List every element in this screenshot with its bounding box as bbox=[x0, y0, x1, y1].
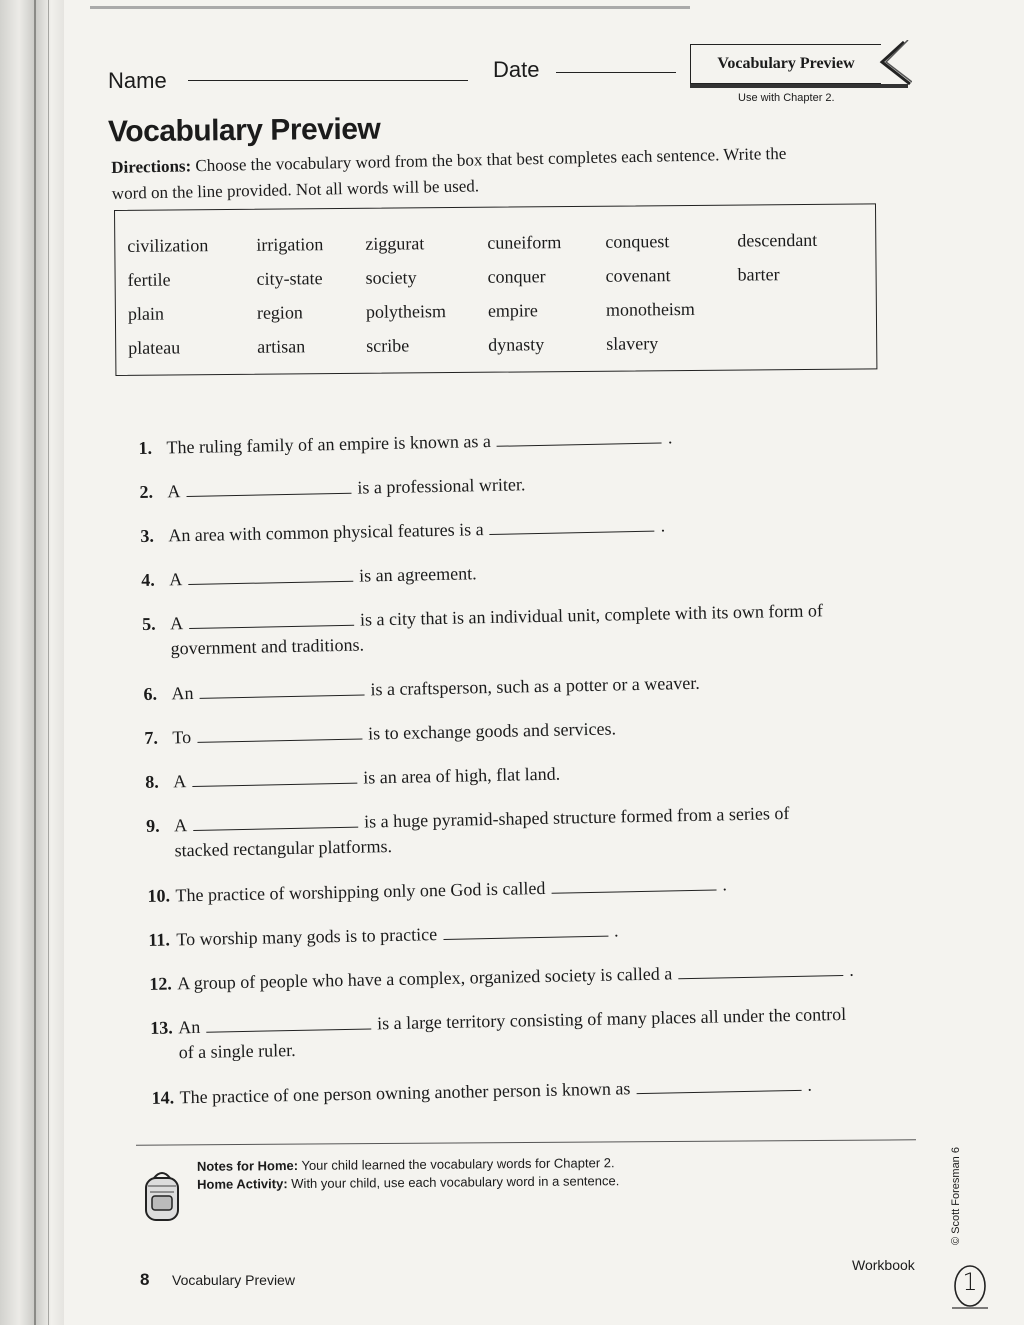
question-number: 1. bbox=[138, 437, 153, 458]
question-text: A bbox=[167, 481, 181, 502]
word-column-2 bbox=[256, 227, 324, 364]
question-text: . bbox=[613, 920, 619, 941]
header-tab-title: Vocabulary Preview bbox=[717, 55, 855, 72]
word: barter bbox=[737, 264, 780, 285]
notes-home-label: Notes for Home: bbox=[196, 1157, 299, 1174]
word-column-5 bbox=[605, 224, 695, 361]
question-text: is a large territory consisting of many places all under the control bbox=[376, 1003, 847, 1034]
question-number: 6. bbox=[143, 683, 158, 704]
header-tab bbox=[690, 44, 881, 84]
tab-underline bbox=[690, 84, 908, 88]
word: ziggurat bbox=[365, 233, 425, 254]
answer-blank[interactable] bbox=[189, 611, 354, 629]
word: city-state bbox=[256, 268, 323, 289]
date-label: Date bbox=[493, 57, 540, 82]
date-field-line[interactable] bbox=[556, 72, 676, 73]
answer-blank[interactable] bbox=[186, 479, 351, 497]
answer-blank[interactable] bbox=[443, 922, 608, 940]
answer-blank[interactable] bbox=[199, 681, 364, 699]
word: polytheism bbox=[365, 301, 446, 322]
word: irrigation bbox=[256, 234, 324, 255]
notes-for-home bbox=[197, 1154, 620, 1194]
question-number: 12. bbox=[149, 973, 173, 994]
page-footer-label: Vocabulary Preview bbox=[172, 1272, 295, 1288]
copyright-wrap bbox=[950, 1135, 966, 1245]
answer-blank[interactable] bbox=[192, 769, 357, 787]
notes-activity-text: With your child, use each vocabulary word in a sentence. bbox=[291, 1173, 620, 1192]
word: covenant bbox=[605, 265, 671, 286]
question-number: 8. bbox=[145, 771, 159, 792]
word: fertile bbox=[127, 269, 171, 290]
question-text: . bbox=[807, 1074, 813, 1095]
word: conquer bbox=[487, 266, 546, 287]
question-number: 5. bbox=[141, 613, 156, 634]
question-text: To worship many gods is to practice bbox=[176, 924, 438, 950]
binding-edge-inner bbox=[48, 0, 49, 1325]
answer-blank[interactable] bbox=[197, 725, 362, 743]
question-number: 10. bbox=[147, 885, 171, 906]
question-text: The ruling family of an empire is known as a bbox=[166, 430, 492, 458]
question-text: . bbox=[722, 874, 728, 895]
question-text: . bbox=[660, 515, 666, 536]
word: descendant bbox=[737, 229, 818, 251]
word: plateau bbox=[128, 337, 181, 358]
handwritten-circled-number bbox=[950, 1262, 990, 1310]
question-number: 2. bbox=[139, 481, 154, 502]
answer-blank[interactable] bbox=[206, 1014, 371, 1032]
question-9 bbox=[146, 803, 790, 862]
question-5 bbox=[142, 600, 824, 660]
page-title: Vocabulary Preview bbox=[107, 112, 381, 149]
question-text: is a city that is an individual unit, complete with its own form of bbox=[359, 600, 824, 630]
question-text: is a craftsperson, such as a potter or a weaver. bbox=[370, 672, 700, 700]
workbook-label: Workbook bbox=[852, 1257, 915, 1273]
name-label: Name bbox=[108, 68, 167, 93]
question-number: 14. bbox=[151, 1087, 175, 1108]
answer-blank[interactable] bbox=[636, 1076, 801, 1094]
question-text: The practice of one person owning another person is known as bbox=[179, 1078, 631, 1108]
question-number: 7. bbox=[144, 727, 159, 748]
word-column-6 bbox=[737, 223, 818, 292]
notes-activity-line bbox=[197, 1172, 619, 1194]
question-text: An bbox=[177, 1016, 201, 1038]
word-column-3 bbox=[365, 226, 446, 363]
question-2 bbox=[139, 474, 525, 503]
word: cuneiform bbox=[487, 232, 562, 253]
answer-blank[interactable] bbox=[678, 961, 843, 979]
binding-edge bbox=[34, 0, 36, 1325]
word: empire bbox=[487, 300, 538, 321]
word: monotheism bbox=[605, 298, 695, 320]
word: plain bbox=[127, 303, 164, 324]
question-text: A bbox=[173, 815, 188, 836]
binding-shadow bbox=[0, 0, 64, 1325]
question-text: is an area of high, flat land. bbox=[363, 763, 561, 788]
question-text: is an agreement. bbox=[358, 563, 477, 586]
question-number: 11. bbox=[148, 929, 171, 950]
word: society bbox=[365, 267, 417, 288]
handwritten-digit: 1 bbox=[962, 1268, 978, 1296]
question-text-continued: stacked rectangular platforms. bbox=[174, 835, 393, 861]
question-1 bbox=[138, 427, 672, 459]
answer-blank[interactable] bbox=[188, 567, 353, 585]
word-column-1 bbox=[127, 228, 209, 365]
question-7 bbox=[144, 718, 616, 748]
question-number: 9. bbox=[145, 815, 160, 836]
word-box bbox=[114, 203, 877, 376]
name-field-line[interactable] bbox=[188, 80, 468, 81]
question-text: is a professional writer. bbox=[357, 474, 526, 498]
question-13 bbox=[150, 1004, 847, 1064]
question-text: An area with common physical features is a bbox=[168, 519, 484, 546]
word: region bbox=[256, 302, 303, 323]
question-number: 13. bbox=[150, 1017, 173, 1038]
tab-arrow-icon bbox=[878, 40, 912, 86]
directions bbox=[111, 141, 802, 207]
question-text: . bbox=[848, 959, 854, 980]
answer-blank[interactable] bbox=[497, 428, 662, 446]
word: dynasty bbox=[488, 334, 545, 355]
word: scribe bbox=[366, 335, 410, 356]
question-6 bbox=[143, 673, 700, 705]
question-text: is to exchange goods and services. bbox=[367, 718, 617, 744]
word: slavery bbox=[606, 333, 659, 354]
answer-blank[interactable] bbox=[551, 875, 716, 893]
word-column-4 bbox=[487, 225, 562, 362]
directions-text: Choose the vocabulary word from the box that best completes each sentence. Write the word on the line provided. Not all words will be used. bbox=[111, 143, 787, 203]
footer-divider bbox=[136, 1139, 916, 1145]
question-text: The practice of worshipping only one God is called bbox=[175, 877, 546, 906]
use-with-note: Use with Chapter 2. bbox=[738, 92, 835, 104]
copyright-notice: © Scott Foresman 6 bbox=[950, 1147, 962, 1245]
question-4 bbox=[141, 563, 477, 591]
answer-blank[interactable] bbox=[489, 517, 654, 535]
word: civilization bbox=[127, 235, 209, 256]
word: artisan bbox=[257, 336, 306, 357]
question-text: A bbox=[173, 771, 187, 792]
directions-label: Directions: bbox=[111, 156, 192, 177]
question-12 bbox=[149, 960, 854, 995]
question-text: is a huge pyramid-shaped structure formed from a series of bbox=[363, 803, 790, 832]
question-text-continued: of a single ruler. bbox=[178, 1039, 296, 1063]
question-10 bbox=[147, 874, 727, 907]
notes-activity-label: Home Activity: bbox=[197, 1176, 288, 1192]
question-list bbox=[138, 404, 938, 1108]
notes-home-text: Your child learned the vocabulary words for Chapter 2. bbox=[301, 1155, 615, 1173]
question-text: An bbox=[171, 682, 194, 704]
question-8 bbox=[145, 764, 560, 793]
question-text-continued: government and traditions. bbox=[170, 634, 365, 659]
question-14 bbox=[151, 1075, 812, 1109]
backpack-icon bbox=[138, 1166, 188, 1226]
question-text: A bbox=[169, 569, 183, 590]
question-3 bbox=[140, 515, 665, 547]
question-number: 4. bbox=[141, 569, 155, 590]
question-text: To bbox=[172, 726, 192, 748]
page-number: 8 bbox=[140, 1270, 150, 1289]
question-11 bbox=[148, 920, 619, 950]
top-edge-line bbox=[90, 6, 690, 9]
question-text: A group of people who have a complex, organized society is called a bbox=[177, 963, 673, 994]
question-number: 3. bbox=[140, 525, 155, 546]
word: conquest bbox=[605, 231, 670, 252]
question-text: A bbox=[169, 613, 184, 634]
answer-blank[interactable] bbox=[193, 813, 358, 831]
question-text: . bbox=[667, 427, 673, 448]
